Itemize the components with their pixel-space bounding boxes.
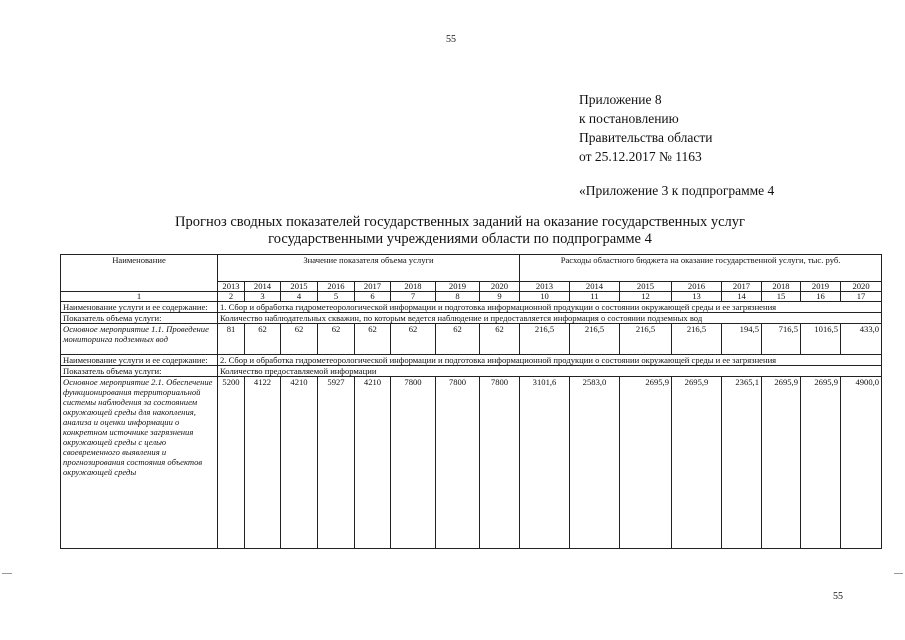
volume-value: 62 [318,324,355,355]
expense-value: 2583,0 [570,377,620,549]
expense-value: 433,0 [841,324,882,355]
expense-value: 216,5 [672,324,722,355]
expense-value: 194,5 [722,324,762,355]
activity-label: Основное мероприятие 1.1. Проведение мониторинга подземных вод [61,324,218,355]
volume-value: 7800 [436,377,480,549]
expense-value: 216,5 [620,324,672,355]
year-cell: 2013 [218,282,245,292]
service-text: 2. Сбор и обработка гидрометеорологической информации и подготовка информационной продукции о состоянии окружающей среды и ее загрязнения [218,355,882,366]
volume-value: 5200 [218,377,245,549]
appendix-line-4: от 25.12.2017 № 1163 [579,149,702,164]
column-number-cell: 16 [801,292,841,302]
volume-value: 4210 [281,377,318,549]
expense-value: 2695,9 [672,377,722,549]
indicator-text: Количество наблюдательных скважин, по которым ведется наблюдение и предоставляется информация о состоянии подземных вод [218,313,882,324]
expense-value: 2695,9 [620,377,672,549]
year-cell: 2020 [480,282,520,292]
appendix-line-2: к постановлению [579,111,679,126]
expense-value: 716,5 [762,324,801,355]
service-label: Наименование услуги и ее содержание: [61,302,218,313]
volume-value: 62 [245,324,281,355]
year-cell: 2019 [801,282,841,292]
column-number-cell: 1 [61,292,218,302]
activity-row [61,324,882,355]
volume-value: 7800 [480,377,520,549]
column-number-cell: 9 [480,292,520,302]
column-number-cell: 3 [245,292,281,302]
year-cell: 2014 [245,282,281,292]
year-cell: 2018 [762,282,801,292]
expense-value: 216,5 [520,324,570,355]
scan-mark-left [2,573,12,574]
scan-mark-right [894,573,903,574]
column-number-cell: 14 [722,292,762,302]
header-volume: Значение показателя объема услуги [218,255,520,282]
column-number-cell: 8 [436,292,480,302]
title-line-2: государственными учреждениями области по подпрограмме 4 [268,231,652,247]
year-cell: 2017 [355,282,391,292]
volume-value: 81 [218,324,245,355]
volume-value: 62 [391,324,436,355]
indicator-row [61,313,882,324]
service-row [61,355,882,366]
year-cell: 2015 [281,282,318,292]
activity-label: Основное мероприятие 2.1. Обеспечение функционирования территориальной системы наблюдения за состоянием окружающей среды для накопления, анализа и оценки информации о конкретном источнике загрязнения окружающей среды с целью своевременного выявления и прогнозирования состояния объектов окружающей среды [61,377,218,549]
year-cell: 2019 [436,282,480,292]
indicator-text: Количество предоставляемой информации [218,366,882,377]
year-cell: 2017 [722,282,762,292]
column-number-cell: 5 [318,292,355,302]
year-cell: 2018 [391,282,436,292]
year-cell: 2014 [570,282,620,292]
year-cell: 2013 [520,282,570,292]
column-number-cell: 11 [570,292,620,302]
column-number-cell: 12 [620,292,672,302]
volume-value: 4210 [355,377,391,549]
page-number-bottom: 55 [833,591,843,602]
column-number-cell: 15 [762,292,801,302]
expense-value: 2695,9 [801,377,841,549]
service-text: 1. Сбор и обработка гидрометеорологической информации и подготовка информационной продукции о состоянии окружающей среды и ее загрязнения [218,302,882,313]
appendix-reference: «Приложение 3 к подпрограмме 4 [579,183,775,198]
year-cell: 2016 [318,282,355,292]
volume-value: 5927 [318,377,355,549]
expense-value: 216,5 [570,324,620,355]
column-number-cell: 17 [841,292,882,302]
appendix-line-3: Правительства области [579,130,713,145]
appendix-block [579,90,774,200]
volume-value: 62 [355,324,391,355]
indicator-label: Показатель объема услуги: [61,366,218,377]
expense-value: 1016,5 [801,324,841,355]
year-cell: 2020 [841,282,882,292]
column-number-cell: 6 [355,292,391,302]
volume-value: 7800 [391,377,436,549]
page-number-top: 55 [446,34,456,45]
volume-value: 62 [281,324,318,355]
service-label: Наименование услуги и ее содержание: [61,355,218,366]
document-title [60,214,860,248]
expense-value: 2695,9 [762,377,801,549]
expense-value: 3101,6 [520,377,570,549]
indicator-row [61,366,882,377]
column-number-cell: 7 [391,292,436,302]
indicator-label: Показатель объема услуги: [61,313,218,324]
header-name: Наименование [61,255,218,292]
year-cell: 2015 [620,282,672,292]
column-number-cell: 4 [281,292,318,302]
expense-value: 4900,0 [841,377,882,549]
column-number-cell: 2 [218,292,245,302]
service-row [61,302,882,313]
volume-value: 62 [480,324,520,355]
volume-value: 62 [436,324,480,355]
column-number-cell: 13 [672,292,722,302]
year-cell: 2016 [672,282,722,292]
volume-value: 4122 [245,377,281,549]
appendix-line-1: Приложение 8 [579,92,662,107]
column-number-cell: 10 [520,292,570,302]
activity-row [61,377,882,549]
forecast-table [60,254,882,549]
expense-value: 2365,1 [722,377,762,549]
header-expenses: Расходы областного бюджета на оказание государственной услуги, тыс. руб. [520,255,882,282]
column-number-row [61,292,882,302]
title-line-1: Прогноз сводных показателей государственных заданий на оказание государственных услуг [175,214,745,230]
